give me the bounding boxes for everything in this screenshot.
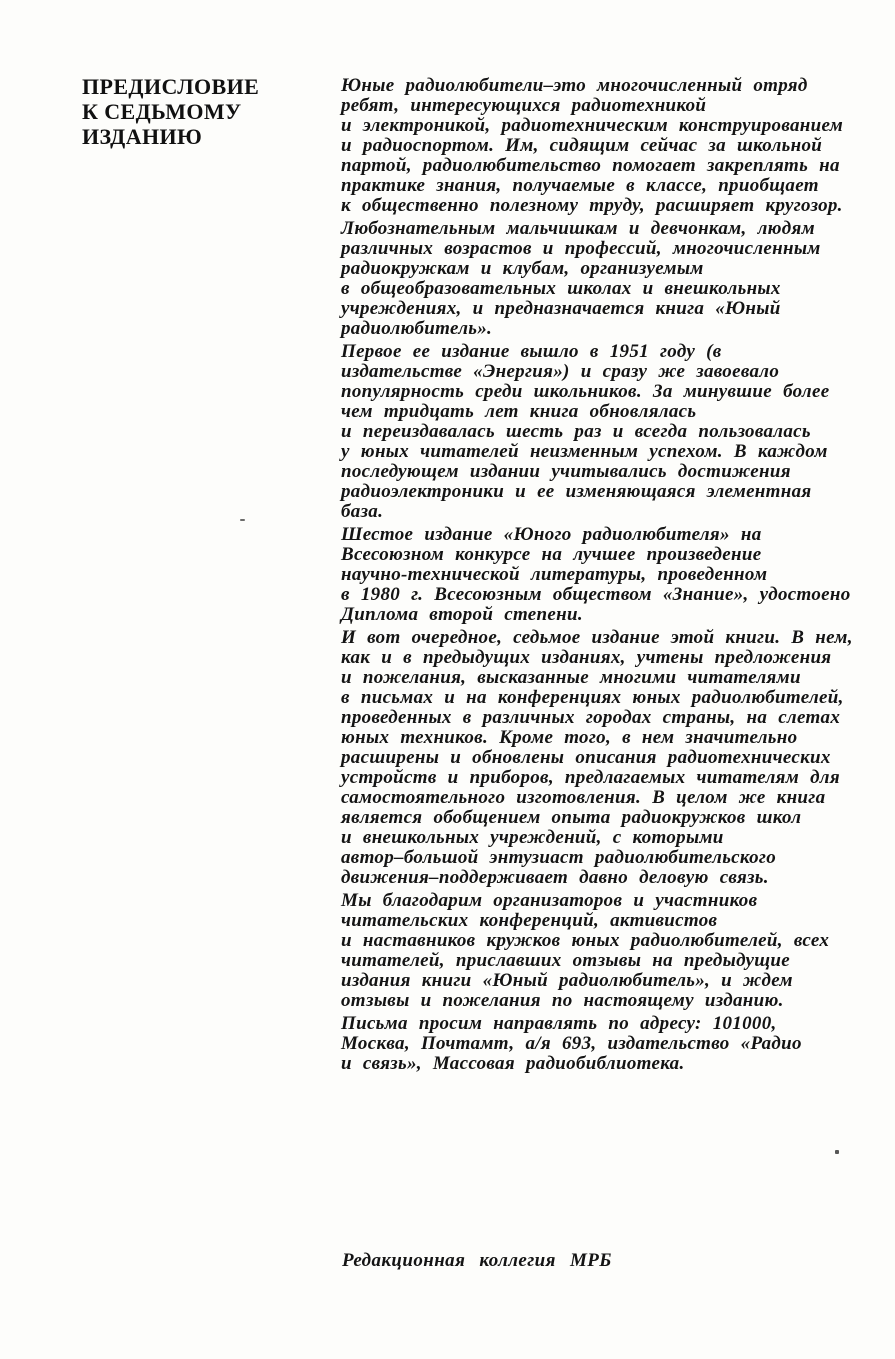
text-line: движения–поддерживает давно деловую связь. [341, 867, 769, 888]
text-line: и пожелания, высказанные многими читателями [341, 667, 801, 688]
text-line: база. [341, 501, 384, 522]
text-line: в общеобразовательных школах и внешкольных [341, 278, 781, 299]
text-line: И вот очередное, седьмое издание этой книги. В нем, [341, 627, 853, 648]
paragraph [341, 1011, 865, 1074]
text-line: издательстве «Энергия») и сразу же завоевало [341, 361, 780, 382]
text-line: и радиоспортом. Им, сидящим сейчас за школьной [341, 135, 823, 156]
paragraph [341, 625, 865, 888]
text-line: как и в предыдущих изданиях, учтены предложения [341, 647, 832, 668]
text-line: устройств и приборов, предлагаемых читателям для [341, 767, 840, 788]
text-line: научно-технической литературы, проведенном [341, 564, 768, 585]
text-line: практике знания, получаемые в классе, приобщает [341, 175, 819, 196]
text-line: различных возрастов и профессий, многочисленным [341, 238, 821, 259]
text-line: издания книги «Юный радиолюбитель», и ждем [341, 970, 793, 991]
text-line: автор–большой энтузиаст радиолюбительского [341, 847, 777, 868]
paragraph [341, 339, 865, 522]
text-line: в письмах и на конференциях юных радиолюбителей, [341, 687, 844, 708]
text-line: Мы благодарим организаторов и участников [341, 890, 758, 911]
text-line: и связь», Массовая радиобиблиотека. [341, 1053, 685, 1074]
text-line: учреждениях, и предназначается книга «Юный [341, 298, 781, 319]
text-line: читателей, приславших отзывы на предыдущие [341, 950, 791, 971]
text-line: отзывы и пожелания по настоящему изданию. [341, 990, 784, 1011]
text-line: радиолюбитель». [341, 318, 493, 339]
body-column [341, 76, 865, 1074]
text-line: популярность среди школьников. За минувшие более [341, 381, 830, 402]
text-line: чем тридцать лет книга обновлялась [341, 401, 697, 422]
text-line: в 1980 г. Всесоюзным обществом «Знание», удостоено [341, 584, 851, 605]
scan-speck [835, 1150, 839, 1154]
text-line: партой, радиолюбительство помогает закреплять на [341, 155, 840, 176]
text-line: к общественно полезному труду, расширяет кругозор. [341, 195, 843, 216]
text-line: и наставников кружков юных радиолюбителей, всех [341, 930, 830, 951]
heading-line: ИЗДАНИЮ [82, 124, 203, 149]
text-line: самостоятельного изготовления. В целом же книга [341, 787, 826, 808]
text-line: читательских конференций, активистов [341, 910, 718, 931]
section-heading [82, 74, 259, 149]
text-line: радиоэлектроники и ее изменяющаяся элементная [341, 481, 812, 502]
text-line: Первое ее издание вышло в 1951 году (в [341, 341, 722, 362]
text-line: и электроникой, радиотехническим конструированием [341, 115, 844, 136]
text-line: у юных читателей неизменным успехом. В каждом [341, 441, 828, 462]
paragraph [341, 888, 865, 1011]
paragraph [341, 76, 865, 216]
text-line: последующем издании учитывались достижения [341, 461, 791, 482]
text-line: Всесоюзном конкурсе на лучшее произведение [341, 544, 762, 565]
text-line: Шестое издание «Юного радиолюбителя» на [341, 524, 762, 545]
heading-line: К СЕДЬМОМУ [82, 99, 242, 124]
text-line: и переиздавалась шесть раз и всегда пользовалась [341, 421, 811, 442]
scan-speck [240, 519, 245, 521]
text-line: Любознательным мальчишкам и девчонкам, людям [341, 218, 815, 239]
text-line: Москва, Почтамт, а/я 693, издательство «Радио [341, 1033, 802, 1054]
text-line: радиокружкам и клубам, организуемым [341, 258, 704, 279]
text-line: юных техников. Кроме того, в нем значительно [341, 727, 798, 748]
text-line: расширены и обновлены описания радиотехнических [341, 747, 831, 768]
text-line: и внешкольных учреждений, с которыми [341, 827, 724, 848]
text-line: Письма просим направлять по адресу: 101000, [341, 1013, 777, 1034]
text-line: Диплома второй степени. [341, 604, 583, 625]
paragraph [341, 522, 865, 625]
heading-line: ПРЕДИСЛОВИЕ [82, 74, 260, 99]
text-line: Юные радиолюбители–это многочисленный отряд [341, 75, 808, 96]
text-line: является обобщением опыта радиокружков школ [341, 807, 802, 828]
paragraph [341, 216, 865, 339]
editorial-credit: Редакционная коллегия МРБ [342, 1250, 612, 1271]
text-line: проведенных в различных городах страны, на слетах [341, 707, 841, 728]
text-line: ребят, интересующихся радиотехникой [341, 95, 707, 116]
